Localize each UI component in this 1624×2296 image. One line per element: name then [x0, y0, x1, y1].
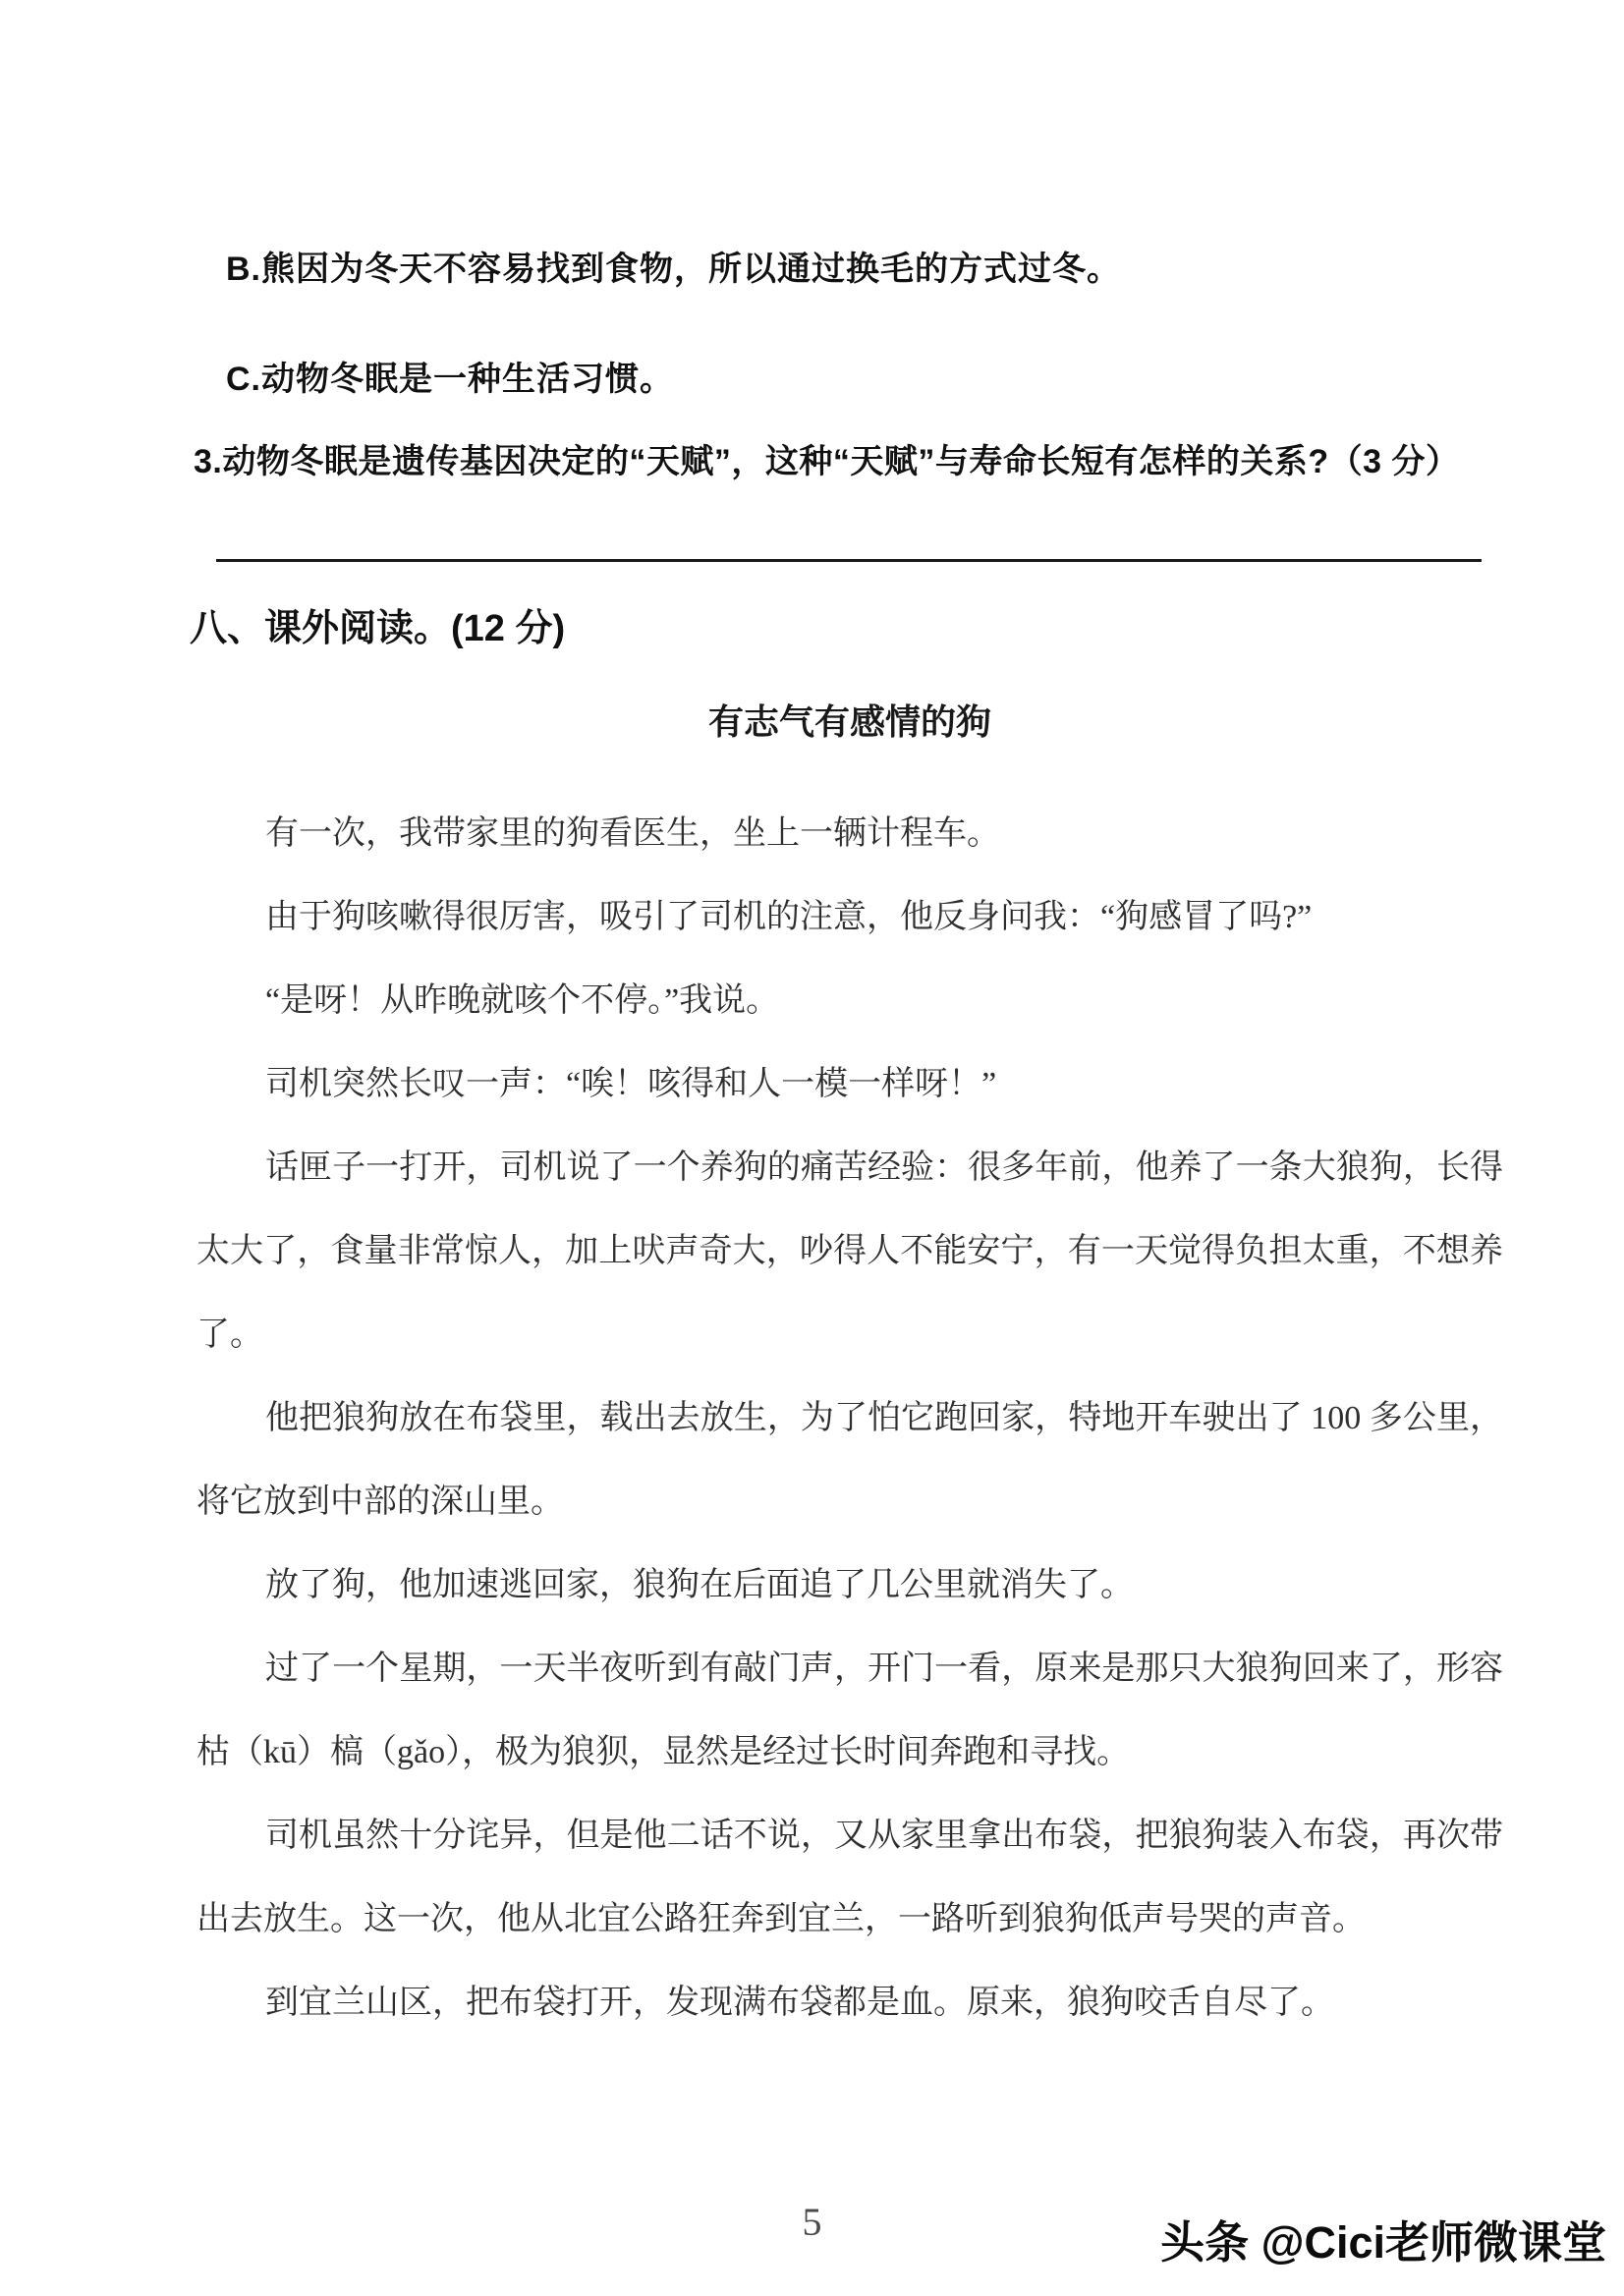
- passage-line: 枯（kū）槁（gǎo），极为狼狈，显然是经过长时间奔跑和寻找。: [196, 1734, 1131, 1770]
- answer-option-b: B.熊因为冬天不容易找到食物，所以通过换毛的方式过冬。: [226, 251, 1121, 288]
- question-3-text: 3.动物冬眠是遗传基因决定的“天赋”，这种“天赋”与寿命长短有怎样的关系?（3 分）: [194, 443, 1460, 480]
- passage-line: 太大了，食量非常惊人，加上吠声奇大，吵得人不能安宁，有一天觉得负担太重，不想养: [196, 1233, 1503, 1269]
- passage-line: 有一次，我带家里的狗看医生，坐上一辆计程车。: [265, 815, 1000, 852]
- passage-line: 他把狼狗放在布袋里，载出去放生，为了怕它跑回家，特地开车驶出了 100 多公里，: [265, 1400, 1503, 1436]
- passage-line: 话匣子一打开，司机说了一个养狗的痛苦经验：很多年前，他养了一条大狼狗，长得: [265, 1149, 1503, 1186]
- passage-line: 到宜兰山区，把布袋打开，发现满布袋都是血。原来，狼狗咬舌自尽了。: [265, 1985, 1334, 2021]
- passage-line: 出去放生。这一次，他从北宜公路狂奔到宜兰，一路听到狼狗低声号哭的声音。: [196, 1901, 1366, 1937]
- passage-line: 过了一个星期，一天半夜听到有敲门声，开门一看，原来是那只大狼狗回来了，形容: [265, 1651, 1503, 1687]
- watermark-text: 头条 @Cici老师微课堂: [1160, 2217, 1606, 2268]
- answer-option-c: C.动物冬眠是一种生活习惯。: [226, 361, 674, 398]
- passage-body: [196, 792, 1503, 2044]
- passage-title: 有志气有感情的狗: [707, 701, 991, 742]
- page-number: 5: [802, 2200, 822, 2244]
- passage-line: 由于狗咳嗽得很厉害，吸引了司机的注意，他反身问我：“狗感冒了吗?”: [265, 899, 1313, 935]
- answer-blank-line: [216, 559, 1482, 562]
- section-8-heading: 八、课外阅读。(12 分): [190, 608, 566, 649]
- passage-line: 放了狗，他加速逃回家，狼狗在后面追了几公里就消失了。: [265, 1567, 1134, 1603]
- passage-line: 了。: [196, 1316, 263, 1353]
- passage-line: “是呀！从昨晚就咳个不停。”我说。: [265, 982, 780, 1019]
- passage-line: 司机虽然十分诧异，但是他二话不说，又从家里拿出布袋，把狼狗装入布袋，再次带: [265, 1818, 1503, 1854]
- passage-line: 将它放到中部的深山里。: [196, 1484, 564, 1520]
- passage-line: 司机突然长叹一声：“唉！咳得和人一模一样呀！”: [265, 1066, 997, 1102]
